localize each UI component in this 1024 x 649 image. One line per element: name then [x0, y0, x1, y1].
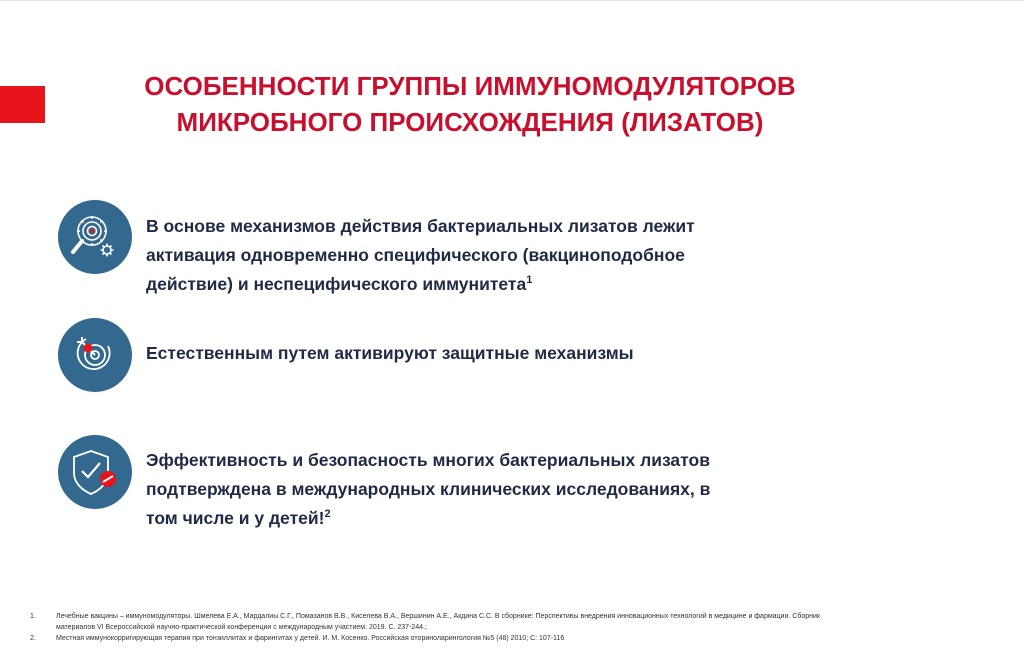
target-icon [58, 318, 132, 392]
shield-check-icon [58, 435, 132, 509]
reference-item [30, 633, 990, 644]
footnote-mark-1: 1 [526, 274, 533, 287]
red-accent-marker [0, 86, 45, 123]
slide-title [80, 68, 860, 140]
reference-number: 1. [30, 613, 36, 620]
feature-1-line-3-text: действие) и неспецифического иммунитета [146, 274, 527, 294]
reference-text: Местная иммунокорригирующая терапия при тонзиллитах и фарингитах у детей. И. М. Косенко. Российская оториноларингология №5 (48) 2010; С: 107-116 [56, 635, 565, 642]
title-line-1: ОСОБЕННОСТИ ГРУППЫ ИММУНОМОДУЛЯТОРОВ [144, 71, 796, 101]
feature-3-line-2: подтверждена в международных клинических исследованиях, в [146, 479, 711, 499]
feature-text-1 [146, 212, 786, 299]
title-line-2: МИКРОБНОГО ПРОИСХОЖДЕНИЯ (ЛИЗАТОВ) [176, 107, 764, 137]
reference-text-continued: материалов VI Всероссийской научно-практической конференции с международным участием. 2019. С. 237-244.; [56, 624, 427, 631]
footnote-mark-2: 2 [324, 508, 331, 521]
gear-magnifier-icon [58, 200, 132, 274]
feature-1-line-2: активация одновременно специфического (вакциноподобное [146, 245, 685, 265]
feature-text-3 [146, 446, 786, 533]
feature-3-line-3 [146, 504, 786, 533]
feature-3-line-3-text: том числе и у детей! [146, 508, 325, 528]
top-divider [0, 0, 1024, 1]
feature-3-line-1: Эффективность и безопасность многих бактериальных лизатов [146, 450, 710, 470]
feature-1-line-1: В основе механизмов действия бактериальных лизатов лежит [146, 216, 695, 236]
references [30, 611, 990, 644]
feature-1-line-3 [146, 270, 786, 299]
reference-number: 2. [30, 635, 36, 642]
reference-text: Лечебные вакцины – иммуномодуляторы. Шмелева Е.А., Мардалиы С.Г., Помазанов В.В., Киселева В.А., Вершинин А.Е., Акдина С.С. В сборнике: Перспективы внедрения инновационных технологий в медицине и фармации. Сборник [56, 613, 820, 620]
feature-2-line-1: Естественным путем активируют защитные механизмы [146, 343, 634, 363]
reference-item [30, 611, 990, 633]
feature-text-2 [146, 339, 786, 368]
